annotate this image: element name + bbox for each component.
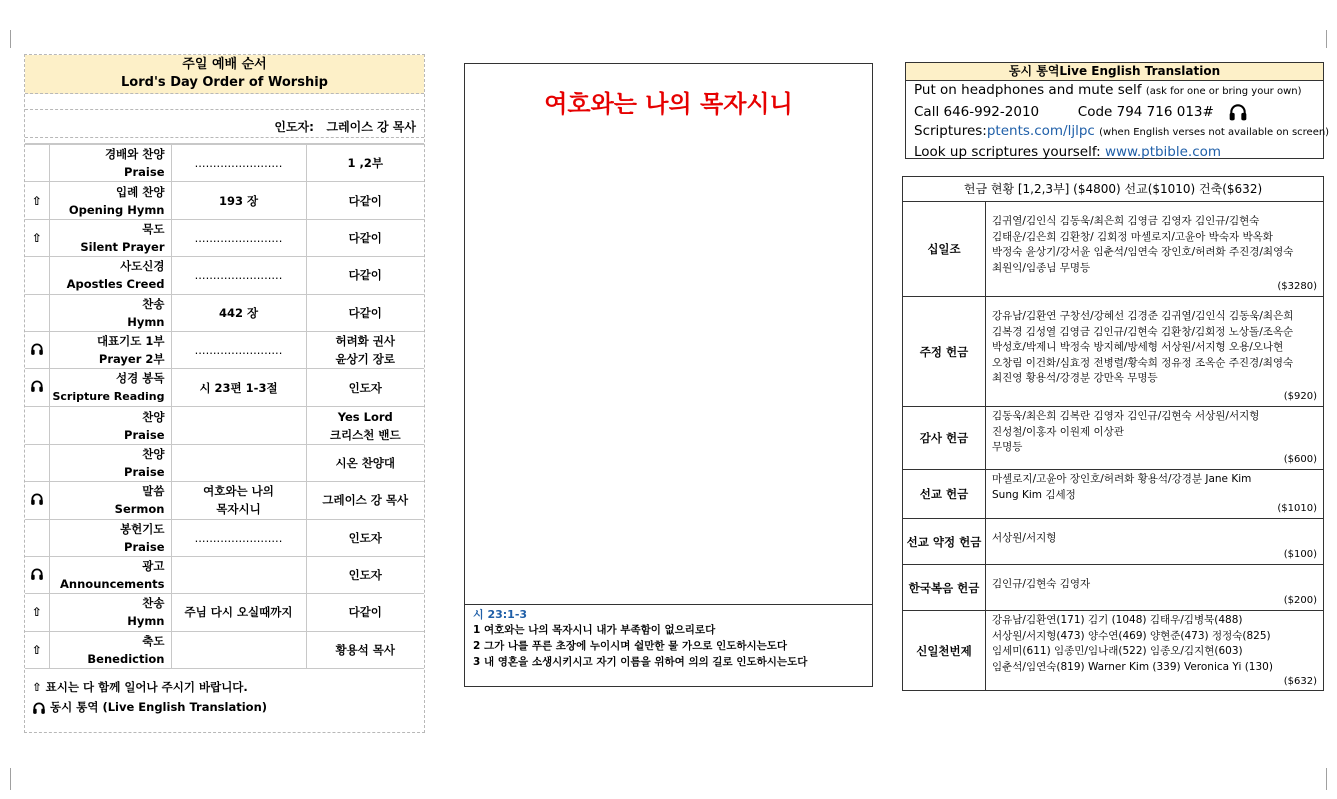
row-leader: 인도자 <box>348 380 382 395</box>
row-icon-cell <box>25 331 49 368</box>
offering-header: 헌금 현황 [1,2,3부] ($4800) 선교($1010) 건축($632) <box>903 177 1323 202</box>
crop-mark <box>10 768 11 790</box>
crop-mark <box>1326 30 1327 48</box>
translation-line <box>906 102 1323 123</box>
row-detail: ........................ <box>194 343 283 358</box>
headphones-instruction: Put on headphones and mute self <box>914 82 1142 98</box>
row-detail: ........................ <box>194 156 283 171</box>
donor-list <box>986 202 1323 296</box>
row-detail-cell <box>171 407 306 444</box>
translation-line <box>906 122 1330 143</box>
row-name-kr: 대표기도 1부 <box>96 334 165 349</box>
stand-icon: ⇧ <box>31 642 42 657</box>
row-icon-cell <box>25 219 49 256</box>
row-detail-cell <box>171 369 306 407</box>
offering-label: 한국복음 헌금 <box>903 565 986 610</box>
scripture-reference: 시 23:1-3 <box>473 608 528 621</box>
offering-row <box>903 565 1323 611</box>
donor-list <box>986 470 1323 518</box>
row-leader: 황용석 목사 <box>335 642 396 657</box>
donor-list <box>986 611 1323 691</box>
leader-label: 인도자: <box>274 120 314 134</box>
row-name-kr: 축도 <box>142 633 165 648</box>
translation-header: 동시 통역Live English Translation <box>906 63 1323 81</box>
row-item-cell <box>49 482 171 519</box>
headphones-icon <box>30 342 44 356</box>
row-name-kr: 묵도 <box>142 221 165 236</box>
donor-line: 김인규/김현숙 김영자 <box>992 578 1091 590</box>
row-icon-cell <box>25 294 49 331</box>
live-translation-box <box>905 62 1330 160</box>
sermon-scripture-box <box>464 63 873 687</box>
row-detail: 193 장 <box>218 193 259 208</box>
verse-line: 3 내 영혼을 소생시키시고 자기 이름을 위하여 의의 길로 인도하시는도다 <box>473 656 808 668</box>
worship-row <box>25 331 424 368</box>
verse-line: 1 여호와는 나의 목자시니 내가 부족함이 없으리로다 <box>473 624 716 636</box>
row-leader-cell <box>306 219 424 256</box>
worship-row <box>25 145 424 182</box>
row-detail: 시 23편 1-3절 <box>199 380 278 395</box>
stand-note <box>32 677 424 697</box>
stand-note-text: 표시는 다 함께 일어나 주시기 바랍니다. <box>45 680 248 695</box>
offering-row <box>903 470 1323 519</box>
row-detail-cell <box>171 257 306 294</box>
crop-mark <box>1326 768 1327 790</box>
row-name-en: Opening Hymn <box>68 202 165 217</box>
row-leader: 다같이 <box>348 605 382 620</box>
offering-amount: ($100) <box>1283 549 1317 561</box>
row-leader: 다같이 <box>348 230 382 245</box>
call-code: Code 794 716 013# <box>1077 103 1214 120</box>
row-item-cell <box>49 369 171 407</box>
row-name-kr: 말씀 <box>142 484 165 499</box>
row-name-en: Sermon <box>114 502 165 517</box>
row-name-kr: 입례 찬양 <box>116 184 165 199</box>
row-icon-cell <box>25 145 49 182</box>
row-name-en: Benediction <box>87 651 165 666</box>
row-name-en: Praise <box>124 427 165 442</box>
offering-label: 십일조 <box>903 202 986 296</box>
row-detail: 목자시니 <box>216 502 261 517</box>
lookup-label: Look up scriptures yourself: <box>914 143 1101 160</box>
row-name-kr: 찬송 <box>142 296 165 311</box>
row-leader: 그레이스 강 목사 <box>322 493 409 508</box>
headphones-icon <box>1227 102 1249 122</box>
row-item-cell <box>49 145 171 182</box>
headphones-icon <box>30 492 44 506</box>
row-name-kr: 사도신경 <box>120 259 165 274</box>
call-number: Call 646-992-2010 <box>914 103 1040 120</box>
scriptures-note: (when English verses not available on screen) <box>1099 127 1330 138</box>
row-name-kr: 찬양 <box>142 446 165 461</box>
worship-notes <box>25 669 424 717</box>
offering-amount: ($200) <box>1283 595 1317 607</box>
row-detail-cell <box>171 182 306 219</box>
offering-amount: ($920) <box>1283 391 1317 403</box>
row-leader: 인도자 <box>348 568 382 583</box>
crop-mark <box>10 30 11 48</box>
row-item-cell <box>49 631 171 668</box>
donor-line: 진성철/이홍자 이원제 이상관 <box>992 425 1124 438</box>
row-leader-cell <box>306 257 424 294</box>
row-leader-cell <box>306 594 424 631</box>
row-name-en: Hymn <box>127 614 165 629</box>
offering-row <box>903 611 1323 691</box>
offering-label: 선교 헌금 <box>903 470 986 518</box>
row-leader-cell <box>306 182 424 219</box>
row-leader: 크리스천 밴드 <box>329 427 401 442</box>
donor-line: 임세미(611) 임종민/임나래(522) 임종오/김지현(603) <box>992 645 1243 658</box>
row-leader-cell <box>306 444 424 481</box>
row-name-en: Praise <box>124 539 165 554</box>
donor-line: 김복경 김성열 김영금 김인규/김현숙 김환창/김회정 노상돌/조옥순 <box>992 325 1294 338</box>
row-name-kr: 찬양 <box>142 409 165 424</box>
row-detail: ........................ <box>194 230 283 245</box>
row-name-en: Hymn <box>127 314 165 329</box>
offering-rows <box>903 202 1323 691</box>
worship-row <box>25 369 424 407</box>
row-detail: 여호와는 나의 <box>203 484 274 499</box>
translation-line <box>906 81 1323 102</box>
donor-line: 무명등 <box>992 441 1023 454</box>
row-name-kr: 찬송 <box>142 596 165 611</box>
row-detail-cell <box>171 145 306 182</box>
worship-row <box>25 294 424 331</box>
row-leader: 다같이 <box>348 268 382 283</box>
offering-row <box>903 407 1323 470</box>
translation-note-text: 동시 통역 (Live English Translation) <box>50 700 268 715</box>
spacer <box>25 94 424 110</box>
donor-line: 마셀로지/고윤아 장인호/허려화 황용석/강경분 Jane Kim <box>992 473 1252 485</box>
row-leader-cell <box>306 294 424 331</box>
stand-icon: ⇧ <box>31 230 42 245</box>
row-item-cell <box>49 519 171 556</box>
worship-row <box>25 482 424 519</box>
offering-row <box>903 519 1323 565</box>
row-icon-cell <box>25 631 49 668</box>
stand-icon: ⇧ <box>31 193 42 208</box>
donor-line: 서상원/서지형(473) 양수연(469) 양현준(473) 정정숙(825) <box>992 629 1271 642</box>
donor-line: 박성호/박제니 박정숙 방지혜/방세형 서상원/서지형 오용/오나현 <box>992 341 1284 354</box>
row-detail-cell <box>171 219 306 256</box>
row-name-en: Silent Prayer <box>80 239 165 254</box>
row-leader: 다같이 <box>348 305 382 320</box>
headphones-icon <box>30 379 44 393</box>
donor-line: 오창림 이건화/심효정 전병렬/황숙희 정유정 조옥순 주진경/최영숙 <box>992 356 1294 369</box>
worship-row <box>25 631 424 668</box>
row-leader-cell <box>306 482 424 519</box>
row-name-kr: 경배와 찬양 <box>104 147 165 162</box>
worship-row <box>25 444 424 481</box>
worship-header <box>25 55 424 94</box>
donor-line: 서상원/서지형 <box>992 532 1057 544</box>
row-item-cell <box>49 257 171 294</box>
row-icon-cell <box>25 444 49 481</box>
row-detail-cell <box>171 519 306 556</box>
donor-line: 김동욱/최은희 김복란 김영자 김인규/김현숙 서상원/서지형 <box>992 410 1260 422</box>
donor-line: 김귀열/김인식 김동욱/최은희 김영금 김영자 김인규/김현숙 <box>992 215 1260 227</box>
row-leader: 시온 찬양대 <box>335 455 396 470</box>
row-item-cell <box>49 294 171 331</box>
translation-line <box>906 143 1323 163</box>
row-item-cell <box>49 556 171 593</box>
donor-line: 임춘석/임연숙(819) Warner Kim (339) Veronica Yi (130) <box>992 660 1273 673</box>
donor-line: 김태운/김은희 김환창/ 김회정 마셀로지/고윤아 박숙자 박옥화 <box>992 230 1273 243</box>
worship-row <box>25 519 424 556</box>
translation-note <box>32 697 424 717</box>
row-detail: ........................ <box>194 530 283 545</box>
row-detail: ........................ <box>194 268 283 283</box>
row-icon-cell <box>25 182 49 219</box>
donor-line: 최진영 황용석/강경분 강만옥 무명등 <box>992 372 1158 385</box>
lookup-link[interactable]: www.ptbible.com <box>1104 143 1222 160</box>
donor-list <box>986 565 1323 610</box>
row-detail: 주님 다시 오실때까지 <box>184 605 293 620</box>
row-detail-cell <box>171 631 306 668</box>
headphones-note: (ask for one or bring your own) <box>1145 86 1302 97</box>
row-detail-cell <box>171 556 306 593</box>
row-icon-cell <box>25 594 49 631</box>
row-name-en: Scripture Reading <box>52 390 165 404</box>
row-leader-cell <box>306 369 424 407</box>
worship-table <box>25 144 424 669</box>
row-item-cell <box>49 182 171 219</box>
offering-row <box>903 202 1323 297</box>
row-leader: 허려화 권사 <box>335 334 396 349</box>
leader-line <box>25 110 424 138</box>
worship-row <box>25 407 424 444</box>
offering-amount: ($3280) <box>1277 281 1317 293</box>
scripture-verses <box>465 604 872 686</box>
offering-label: 주정 헌금 <box>903 297 986 406</box>
worship-row <box>25 556 424 593</box>
row-leader-cell <box>306 407 424 444</box>
donor-line: 최원익/임종님 무명등 <box>992 261 1091 274</box>
stand-icon: ⇧ <box>32 680 42 695</box>
donor-line: 강유남/김환연(171) 김기 (1048) 김태우/김병묵(488) <box>992 614 1243 626</box>
row-name-en: Prayer 2부 <box>98 352 165 367</box>
order-of-worship <box>24 54 425 733</box>
sermon-title: 여호와는 나의 목자시니 <box>544 90 793 118</box>
row-name-en: Announcements <box>60 577 165 592</box>
worship-row <box>25 219 424 256</box>
donor-line: 박정숙 윤상기/강서윤 임춘석/임연숙 장인호/허려화 주진경/최영숙 <box>992 246 1294 259</box>
donor-list <box>986 519 1323 564</box>
scriptures-label: Scriptures: <box>914 123 987 139</box>
row-leader: 1 ,2부 <box>347 156 383 171</box>
donor-line: Sung Kim 김세정 <box>992 488 1076 501</box>
offering-report <box>902 176 1324 691</box>
row-icon-cell <box>25 482 49 519</box>
leader-name: 그레이스 강 목사 <box>326 120 416 134</box>
headphones-icon <box>32 701 46 715</box>
offering-label: 선교 약정 헌금 <box>903 519 986 564</box>
row-item-cell <box>49 594 171 631</box>
row-leader-cell <box>306 145 424 182</box>
row-icon-cell <box>25 257 49 294</box>
headphones-icon <box>30 567 44 581</box>
scriptures-link[interactable]: ptents.com/ljlpc <box>986 123 1095 139</box>
row-leader-cell <box>306 556 424 593</box>
offering-amount: ($632) <box>1283 676 1317 688</box>
donor-list <box>986 297 1323 406</box>
offering-label: 신일천번제 <box>903 611 986 691</box>
row-icon-cell <box>25 407 49 444</box>
offering-amount: ($600) <box>1283 454 1317 466</box>
row-item-cell <box>49 444 171 481</box>
worship-title-en: Lord's Day Order of Worship <box>121 75 328 90</box>
offering-row <box>903 297 1323 407</box>
row-item-cell <box>49 407 171 444</box>
worship-row <box>25 257 424 294</box>
row-name-kr: 성경 봉독 <box>116 371 165 386</box>
offering-amount: ($1010) <box>1277 503 1317 515</box>
row-name-kr: 봉헌기도 <box>120 521 165 536</box>
donor-line: 강유남/김환연 구창선/강혜선 김경준 김귀열/김인식 김동욱/최은희 <box>992 310 1294 322</box>
row-icon-cell <box>25 369 49 407</box>
row-name-en: Praise <box>124 165 165 180</box>
row-name-en: Praise <box>124 464 165 479</box>
donor-list <box>986 407 1323 469</box>
row-leader: Yes Lord <box>337 409 393 424</box>
row-name-en: Apostles Creed <box>66 277 165 292</box>
row-leader: 윤상기 장로 <box>335 352 396 367</box>
row-leader-cell <box>306 519 424 556</box>
stand-icon: ⇧ <box>31 605 42 620</box>
row-leader-cell <box>306 331 424 368</box>
row-leader: 다같이 <box>348 193 382 208</box>
row-detail-cell <box>171 294 306 331</box>
row-leader: 인도자 <box>348 530 382 545</box>
worship-title-kr: 주일 예배 순서 <box>182 57 267 72</box>
row-detail: 442 장 <box>218 305 259 320</box>
worship-row <box>25 182 424 219</box>
offering-label: 감사 헌금 <box>903 407 986 469</box>
row-icon-cell <box>25 556 49 593</box>
verse-line: 2 그가 나를 푸른 초장에 누이시며 쉴만한 물 가으로 인도하시는도다 <box>473 640 788 652</box>
row-detail-cell <box>171 594 306 631</box>
row-item-cell <box>49 331 171 368</box>
row-name-kr: 광고 <box>142 559 165 574</box>
row-detail-cell <box>171 482 306 519</box>
row-detail-cell <box>171 331 306 368</box>
row-detail-cell <box>171 444 306 481</box>
row-leader-cell <box>306 631 424 668</box>
worship-row <box>25 594 424 631</box>
row-item-cell <box>49 219 171 256</box>
row-icon-cell <box>25 519 49 556</box>
